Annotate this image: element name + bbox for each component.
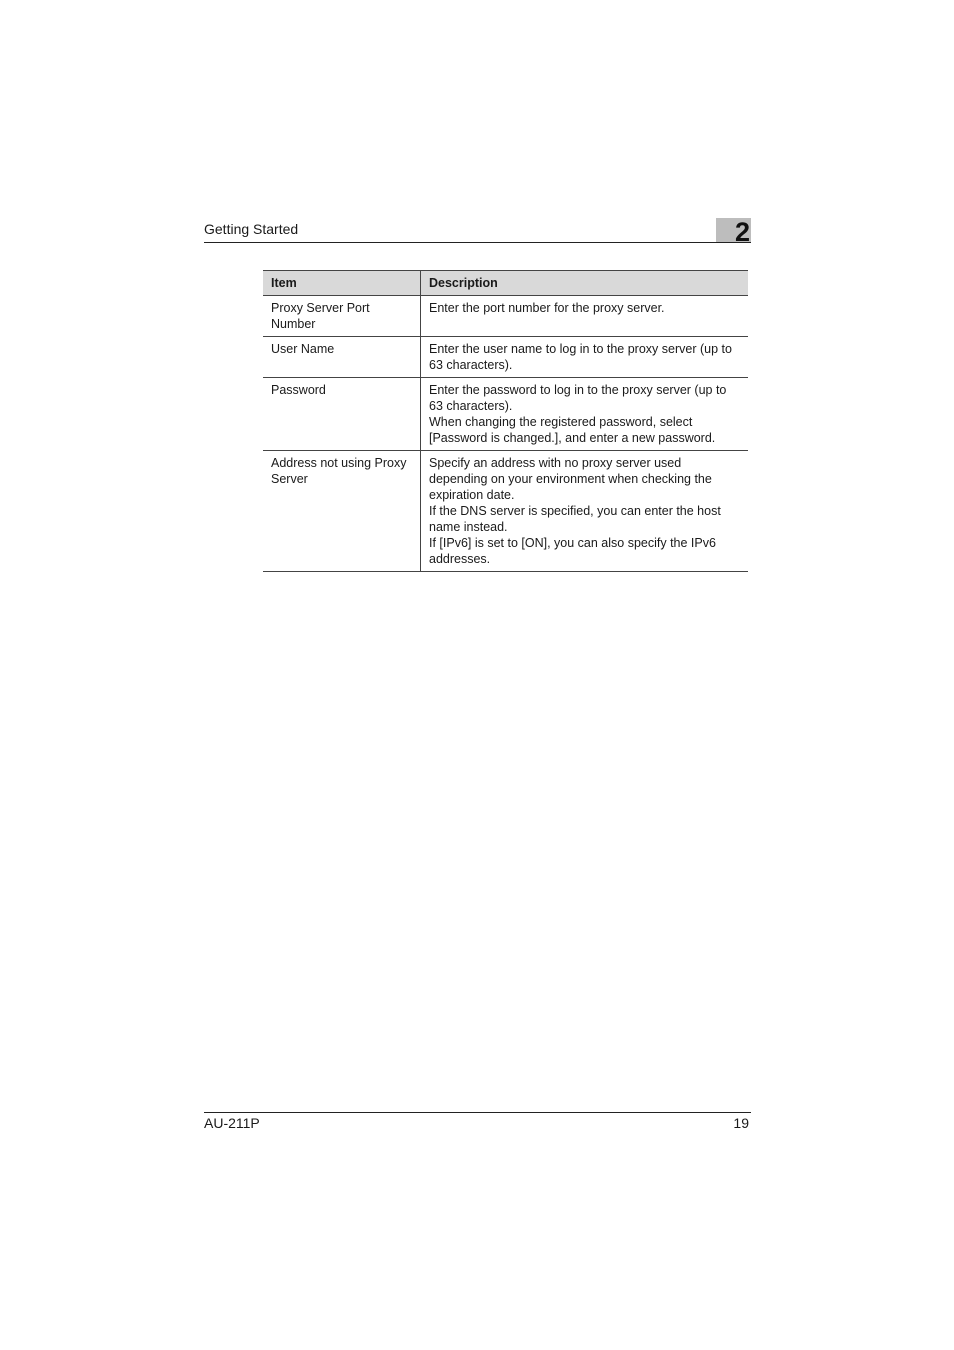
description-cell [421,337,749,378]
item-cell [263,451,421,572]
table-header-row [263,271,748,296]
header-divider [204,242,751,243]
item-text-line: Proxy Server Port [271,301,370,315]
table-row [263,451,748,572]
table-row [263,296,748,337]
description-text-line: Enter the user name to log in to the proxy server (up to [429,342,732,356]
description-text-line: expiration date. [429,488,515,502]
description-text-line: If [IPv6] is set to [ON], you can also specify the IPv6 [429,536,716,550]
table-row [263,378,748,451]
footer-page-number: 19 [733,1115,749,1131]
description-text-line: [Password is changed.], and enter a new password. [429,431,716,445]
footer-divider [204,1112,751,1113]
item-text-line: Number [271,317,316,331]
column-header-description: Description [421,271,749,296]
footer-model-name: AU-211P [204,1115,260,1131]
item-text-line: Address not using Proxy [271,456,407,470]
description-text-line: If the DNS server is specified, you can enter the host [429,504,721,518]
description-text-line: addresses. [429,552,491,566]
header-title: Getting Started [204,221,299,237]
description-text-line: Specify an address with no proxy server used [429,456,682,470]
description-text-line: name instead. [429,520,508,534]
description-text-line: When changing the registered password, select [429,415,693,429]
chapter-number: 2 [734,218,750,242]
item-cell [263,337,421,378]
column-header-item: Item [263,271,421,296]
description-text-line: depending on your environment when checking the [429,472,712,486]
item-text-line: Password [271,383,326,397]
settings-table [263,270,748,572]
item-cell [263,296,421,337]
description-text-line: 63 characters). [429,358,513,372]
description-cell [421,296,749,337]
chapter-badge [716,218,751,242]
item-cell [263,378,421,451]
description-cell [421,378,749,451]
item-text-line: Server [271,472,308,486]
item-text-line: User Name [271,342,335,356]
description-cell [421,451,749,572]
description-text-line: Enter the password to log in to the proxy server (up to [429,383,727,397]
description-text-line: Enter the port number for the proxy server. [429,301,665,315]
description-text-line: 63 characters). [429,399,513,413]
table-row [263,337,748,378]
